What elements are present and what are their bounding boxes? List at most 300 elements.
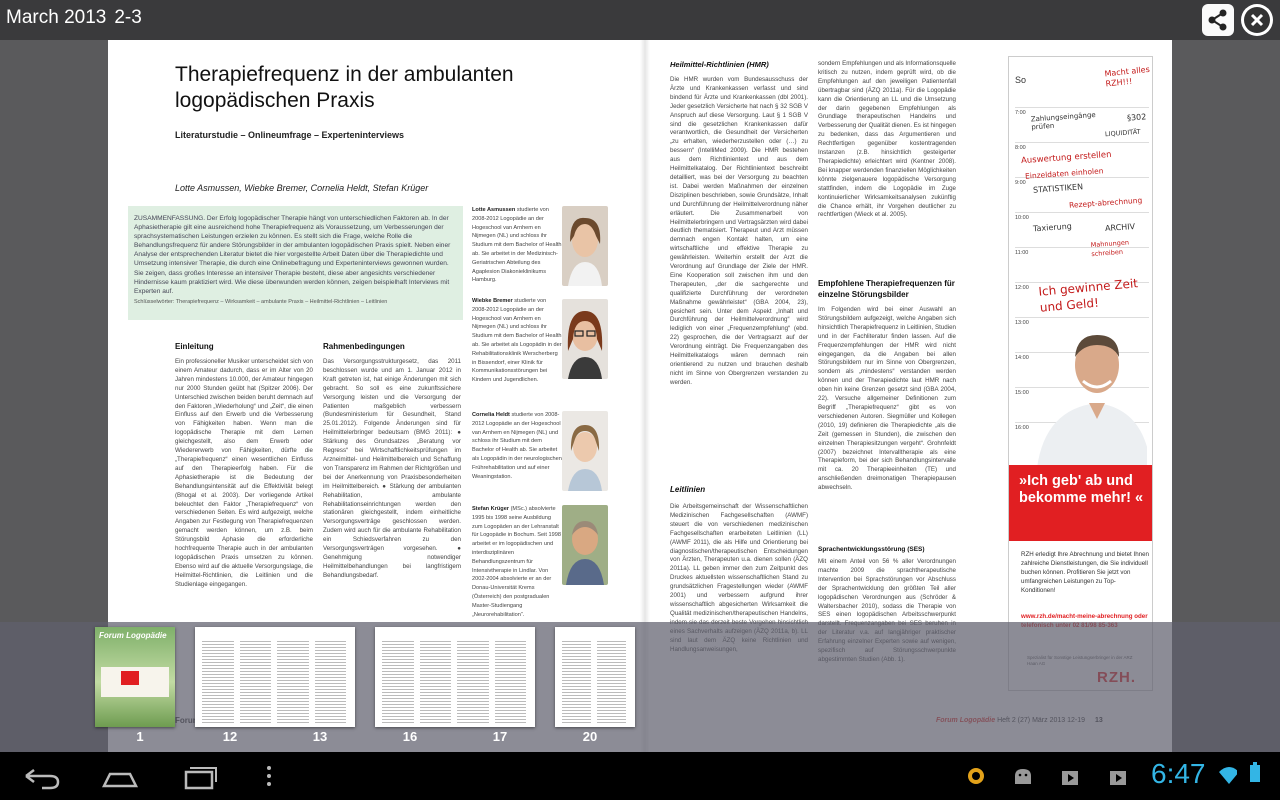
thumbnail-text-line — [202, 665, 234, 666]
thumbnail-text-line — [597, 668, 626, 669]
thumbnail-text-line — [382, 653, 414, 654]
thumbnail-text-line — [315, 680, 347, 681]
thumbnail-text-line — [202, 644, 234, 645]
battery-icon — [1248, 762, 1268, 782]
thumbnail-text-line — [382, 689, 414, 690]
thumbnail-text-line — [562, 659, 591, 660]
thumbnail-text-line — [315, 713, 347, 714]
thumbnail-text-line — [562, 680, 591, 681]
thumbnail-text-line — [495, 716, 527, 717]
thumbnail-text-line — [202, 677, 234, 678]
thumbnail-text-line — [562, 641, 591, 642]
thumbnail-text-line — [562, 689, 591, 690]
thumbnail-text-line — [420, 674, 452, 675]
thumbnail-text-line — [597, 689, 626, 690]
note-statistiken: STATISTIKEN — [1032, 182, 1084, 195]
thumbnail-text-line — [562, 722, 591, 723]
thumbnail-text-line — [457, 644, 489, 645]
thumbnail-text-line — [240, 686, 272, 687]
ad-link[interactable]: www.rzh.de/macht-meine-abrechnung oder — [1021, 613, 1148, 620]
thumbnail-text-line — [420, 710, 452, 711]
thumbnail-label-12: 12 — [222, 729, 238, 744]
thumbnail-text-line — [240, 704, 272, 705]
thumbnail-text-line — [202, 722, 234, 723]
thumbnail-text-line — [277, 653, 309, 654]
ad-hour-row: 9:00 — [1015, 177, 1149, 186]
thumbnail-text-line — [562, 695, 591, 696]
ad-hour-row: 14:00 — [1015, 352, 1149, 361]
thumbnail-text-line — [315, 719, 347, 720]
heading-leitlinien: Leitlinien — [670, 485, 706, 494]
heading-ses: Sprachentwicklungsstörung (SES) — [818, 546, 925, 553]
thumbnail-text-line — [382, 650, 414, 651]
thumbnail-text-line — [277, 671, 309, 672]
thumbnail-text-line — [562, 698, 591, 699]
thumbnail-text-line — [597, 719, 626, 720]
thumbnail-text-line — [202, 716, 234, 717]
close-button[interactable] — [1241, 4, 1273, 36]
thumbnail-text-line — [202, 662, 234, 663]
thumbnail-text-line — [495, 662, 527, 663]
thumbnail-text-line — [562, 692, 591, 693]
thumbnail-text-line — [562, 662, 591, 663]
bio-text: studierte von 2008-2012 Logopädie an der Hogeschool van Arnhem en Nijmegen (NL) und schloss ihr Studium mit dem Bachelor of Health ab. Sie arbeitet als Logopädin in der neurologischen Frührehabilitation und auf einer Weaningstation. — [472, 412, 562, 480]
thumbnail-text-line — [597, 656, 626, 657]
thumbnail-text-line — [495, 644, 527, 645]
thumbnail-text-line — [457, 680, 489, 681]
column-leitlinien: Die Arbeitsgemeinschaft der Wissenschaftlichen Medizinischen Fachgesellschaften (AWMF) steuert die von verschiedenen medizinischen Fachgesellschaften erarbeiteten Leitlinien (LL) (AWMF 2011), die als Hilfe und Orientierung bei diagnostischen/therapeutischen Entscheidungen von Ärzten, Therapeuten u.a. dienen sollen (ÄZQ 2011a). LL geben immer den zum Zeitpunkt des Druckes aktuellsten wissenschaftlichen Stand zu grundsätzlichen Fragestellungen wieder (AWMF 2001) und verbessern aufgrund ihrer wissenschaftlich abgesicherten Wirksamkeit die Qualität medizinischen/therapeutischen Handelns, — [670, 503, 808, 617]
thumbnail-text-line — [382, 716, 414, 717]
thumbnail-text-line — [382, 704, 414, 705]
thumbnail-text-line — [240, 677, 272, 678]
thumbnail-text-line — [457, 704, 489, 705]
thumbnail-text-line — [202, 683, 234, 684]
back-button[interactable] — [12, 758, 68, 794]
bio-name: Stefan Krüger — [472, 506, 509, 512]
thumbnail-text-line — [277, 716, 309, 717]
thumbnail-text-line — [597, 713, 626, 714]
thumbnail-text-line — [457, 650, 489, 651]
thumbnail-text-line — [277, 686, 309, 687]
thumbnail-text-line — [277, 662, 309, 663]
thumbnail-text-line — [597, 716, 626, 717]
thumbnail-text-line — [315, 650, 347, 651]
thumbnail-text-line — [495, 698, 527, 699]
thumbnail-text-line — [495, 668, 527, 669]
thumbnail-text-line — [277, 647, 309, 648]
column-hmr: Die HMR wurden vom Bundesausschuss der Ärzte und Krankenkassen verfasst und sind bindend für Ärzte und Krankenkassen (dbl 2001). Jeder gesetzlich Versicherte hat nach § 32 SGB V Anspruch auf diese Versorgung. Laut § 1 SGB V sind die gesetzlichen Krankenkassen dafür verantwortlich, die Gesundheit der Versicherten „zu erhalten, wiederherzustellen oder (…) zu bessern“ (IntelliMed 2009). Die HMR bestehen aus dem Richtlinientext und aus dem Heilmittelkatalog. Der Richtlinientext beschreibt detailliert, was bei der Versorgung zu beachten ist. Dabei werden Maßnahmen der einzelnen Disziplinen beschrieben, sowie Grundsätze, Inhalt und Durchführung der Heilmittelverordnung näher erläutert. Die Zusammenarbeit von Heilmittelerbringern und Vertragsärzten wird dabei deutlich thematisiert. Therapeut und Arzt müssen demnach engen Kontakt halten, um eine wirtschaftliche und effektive Therapie zu gewährleisten. Weiterhin erstellt der Arzt die Verordnung auf Grundlage der Ziele der HMR. Eine Kooperation soll zwischen ihm und den Therapeuten, „der die sachgerechte und qualifizierte Durchführung der verordneten Maßnahme gewährleistet“ (GBA 2004, 23), gesichert sein. Unter dem Aspekt „Inhalt und Durchführung der Heilmittelverordnung“ wird lediglich von einer „Frequenzempfehlung“ (ebd. 22) gesprochen, die der Vertragsarzt auf der Verordnung einträgt. Die Frequenzangaben des Heilmittelkatalogs wären demnach rein orientierend zu nutzen und brauchen deshalb nicht im Sinne von Obergrenzen verstanden zu werden. — [670, 76, 808, 386]
thumbnail-text-line — [420, 698, 452, 699]
thumbnail-text-line — [597, 662, 626, 663]
thumbnail-text-line — [420, 641, 452, 642]
author-photo-asmussen — [562, 206, 608, 286]
note-auswertung: Auswertung erstellen — [1020, 149, 1112, 167]
thumbnail-text-line — [457, 671, 489, 672]
thumbnail-text-line — [597, 680, 626, 681]
ad-copy: RZH erledigt Ihre Abrechnung und bietet Ihnen zahlreiche Dienstleistungen, die Sie individuell buchen können. Profitieren Sie jetzt von umfangreichen Leistungen zu Top-Konditionen! — [1021, 551, 1149, 594]
thumbnail-text-line — [382, 662, 414, 663]
thumbnail-page-1[interactable] — [95, 627, 175, 727]
thumbnail-text-line — [457, 710, 489, 711]
thumbnail-text-line — [240, 722, 272, 723]
thumbnail-text-line — [420, 665, 452, 666]
thumbnail-text-line — [420, 689, 452, 690]
thumbnail-text-line — [277, 677, 309, 678]
thumbnail-text-line — [495, 653, 527, 654]
thumbnail-text-line — [277, 680, 309, 681]
thumbnail-text-line — [202, 650, 234, 651]
status-clock[interactable]: 6:47 — [1151, 758, 1206, 789]
thumbnail-text-line — [597, 686, 626, 687]
thumbnail-text-line — [277, 704, 309, 705]
thumbnail-text-line — [562, 668, 591, 669]
thumbnail-text-line — [315, 653, 347, 654]
thumbnail-text-line — [420, 650, 452, 651]
thumbnail-text-line — [495, 671, 527, 672]
thumbnail-text-line — [562, 719, 591, 720]
heading-hmr: Heilmittel-Richtlinien (HMR) — [670, 60, 769, 69]
note-liquiditaet: LIQUIDITÄT — [1104, 127, 1141, 139]
thumbnail-text-line — [277, 698, 309, 699]
note-einzeldaten: Einzeldaten einholen — [1024, 166, 1104, 181]
thumbnail-text-line — [277, 665, 309, 666]
thumbnail-text-line — [240, 641, 272, 642]
thumbnail-text-line — [277, 656, 309, 657]
issue-date: March 2013 — [6, 7, 107, 28]
thumbnail-page-12[interactable] — [195, 627, 355, 727]
recent-apps-button[interactable] — [172, 758, 228, 794]
thumbnail-text-line — [382, 677, 414, 678]
thumbnail-text-line — [597, 671, 626, 672]
thumbnail-text-line — [457, 722, 489, 723]
thumbnail-text-line — [597, 692, 626, 693]
thumbnail-text-line — [457, 683, 489, 684]
thumbnail-text-line — [597, 707, 626, 708]
thumbnail-text-line — [315, 668, 347, 669]
article-authors: Lotte Asmussen, Wiebke Bremer, Cornelia Heldt, Stefan Krüger — [175, 183, 429, 193]
overflow-menu-button[interactable] — [254, 758, 284, 794]
bio-text: studierte von 2008-2012 Logopädie an der Hogeschool van Arnhem en Nijmegen (NL) und schloss ihr Studium mit dem Bachelor of Health ab. Sie arbeitet als Logopädin in der Rehabilitationsklinik Werscherberg in Bissendorf, einer Klinik für Kommunikationsstörungen bei Kindern und Jugendlichen. — [472, 298, 562, 384]
article-title — [175, 62, 555, 114]
thumbnail-text-line — [202, 653, 234, 654]
thumbnail-text-line — [315, 692, 347, 693]
thumbnail-text-line — [457, 701, 489, 702]
thumbnail-text-line — [240, 644, 272, 645]
thumbnail-text-line — [315, 659, 347, 660]
thumbnail-text-line — [240, 662, 272, 663]
thumbnail-text-line — [277, 710, 309, 711]
thumbnail-text-line — [315, 677, 347, 678]
thumbnail-text-line — [240, 647, 272, 648]
thumbnail-text-line — [382, 671, 414, 672]
thumbnail-text-line — [277, 683, 309, 684]
thumbnail-text-line — [420, 671, 452, 672]
ad-hour-row: 16:00 — [1015, 422, 1149, 431]
thumbnail-text-line — [420, 701, 452, 702]
ad-day-label: So — [1015, 75, 1027, 85]
thumbnail-text-line — [457, 698, 489, 699]
thumbnail-text-line — [495, 674, 527, 675]
thumbnail-text-line — [202, 656, 234, 657]
author-photo-heldt — [562, 411, 608, 491]
thumbnail-text-line — [240, 671, 272, 672]
thumbnail-text-line — [277, 668, 309, 669]
thumbnail-text-line — [277, 722, 309, 723]
thumbnail-text-line — [420, 692, 452, 693]
column-einleitung: Ein professioneller Musiker unterscheidet sich von einem Amateur dadurch, dass er im Alter von 20 Jahren mindestens 10.000, der Amateur hingegen nur 2000 Stunden geübt hat (Spitzer 2006). Der Unterschied zwischen beiden beruht demnach auf den Faktoren „Wiederholung“ und „Zeit“, die einen Einfluss auf den Erwerb und die Verbesserung von Fähigkeiten haben. Wenn man die logopädische Therapie mit dem Lernen gleichgestellt, also dem Erwerb oder Wiedererwerb von Fähigkeiten, dürfte die „Therapiefrequenz“ einen wesentlichen Einfluss auf den Therapieerfolg haben. Für die Aphasietherapie ist die Bedeutung der Behandlungsintensität auf die Effektivität belegt (Bhogal et al. 2003). Der vorliegende Artikel beleuchtet den Faktor „Therapiefrequenz“ von verschiedenen Seiten. Es wird aufgezeigt, welche Angaben zur Festlegung von Therapiefrequenzen gemacht werden können, um z.B. beim Störungsbild Aphasie die erforderliche hochfrequente Therapie auch in der ambulanten logopädischen Praxis umsetzen zu können. Ebenso wird auf die aktuelle Versorgungslage, die Heilmittel-Richtlinien, die Leitlinien und die Studienlage eingegangen. — [175, 358, 313, 588]
bio-bremer — [472, 297, 562, 397]
thumbnail-text-line — [277, 692, 309, 693]
ad-hour-row: 12:00 — [1015, 282, 1149, 291]
thumbnail-text-line — [420, 680, 452, 681]
thumbnail-text-line — [457, 692, 489, 693]
thumbnail-text-line — [457, 713, 489, 714]
thumbnail-text-line — [315, 695, 347, 696]
thumbnail-text-line — [382, 692, 414, 693]
thumbnail-text-line — [495, 680, 527, 681]
thumbnail-text-line — [457, 668, 489, 669]
thumbnail-text-line — [202, 686, 234, 687]
thumbnail-text-line — [495, 713, 527, 714]
thumbnail-text-line — [562, 674, 591, 675]
note-ich-gewinne: Ich gewinne Zeit und Geld! — [1037, 276, 1139, 315]
thumbnail-text-line — [420, 668, 452, 669]
thumbnail-text-line — [420, 677, 452, 678]
thumbnail-text-line — [202, 695, 234, 696]
thumbnail-text-line — [495, 647, 527, 648]
thumbnail-text-line — [315, 701, 347, 702]
heading-rahmenbedingungen: Rahmenbedingungen — [323, 342, 405, 351]
article-subtitle: Literaturstudie – Onlineumfrage – Experteninterviews — [175, 130, 405, 140]
thumbnail-text-line — [562, 707, 591, 708]
thumbnail-text-line — [495, 677, 527, 678]
thumbnail-text-line — [315, 707, 347, 708]
thumbnail-text-line — [597, 695, 626, 696]
thumbnail-text-line — [495, 695, 527, 696]
thumbnail-text-line — [457, 665, 489, 666]
thumbnail-text-line — [240, 674, 272, 675]
thumbnail-text-line — [315, 671, 347, 672]
thumbnail-text-line — [495, 704, 527, 705]
thumbnail-text-line — [420, 659, 452, 660]
thumbnail-text-line — [562, 647, 591, 648]
thumbnail-text-line — [277, 641, 309, 642]
thumbnail-text-line — [315, 689, 347, 690]
thumbnail-text-line — [240, 689, 272, 690]
thumbnail-text-line — [457, 653, 489, 654]
thumbnail-text-line — [382, 647, 414, 648]
thumbnail-text-line — [382, 707, 414, 708]
thumbnail-text-line — [382, 698, 414, 699]
thumbnail-text-line — [382, 659, 414, 660]
ad-hour-row: 8:00 — [1015, 142, 1149, 151]
thumbnail-text-line — [597, 659, 626, 660]
page-range: 2-3 — [114, 7, 142, 28]
thumbnail-text-line — [495, 641, 527, 642]
thumbnail-text-line — [495, 710, 527, 711]
note-archiv: ARCHIV — [1104, 221, 1136, 234]
thumbnail-page-16[interactable] — [375, 627, 535, 727]
thumbnail-text-line — [277, 644, 309, 645]
thumbnail-text-line — [420, 707, 452, 708]
abstract-box — [128, 206, 463, 320]
thumbnail-text-line — [420, 704, 452, 705]
top-bar — [0, 0, 1280, 40]
thumbnail-text-line — [382, 710, 414, 711]
thumbnail-text-line — [277, 713, 309, 714]
column-continuation: sondern Empfehlungen und als Informationsquelle kritisch zu nutzen, indem geprüft wird, ob die Empfehlungen auf den jeweiligen Patientenfall übertragbar sind (ÄZQ 2011a). Für die Logopädie kann die Orientierung an LL und die Umsetzung der darin gegebenen Empfehlungen als Grundlage therapeutischen Handelns und Verbesserung der Qualität dienen. Es ist hingegen zu bedenken, dass das Argumentieren und Rechtfertigen gegenüber kostentragenden Instanzen (z.B. hinsichtlich gesteigerter Therapiedichte) erleichtert wird (Kentner 2008). Bei knapper werdenden finanziellen Möglichkeiten könnte zielgenauere logopädische Versorgung stattfinden, indem die Logopädie im Zuge kontinuierlicher Wirksamkeitsanalysen zukünftig die Chance erhält, ihr Vorgehen deutlicher zu rechtfertigen (Wieck et al. 2005). — [818, 60, 956, 219]
thumbnail-text-line — [495, 719, 527, 720]
thumbnail-text-line — [562, 671, 591, 672]
thumbnail-text-line — [202, 680, 234, 681]
thumbnail-text-line — [420, 713, 452, 714]
thumbnail-text-line — [240, 695, 272, 696]
thumbnail-text-line — [202, 659, 234, 660]
thumbnail-text-line — [457, 686, 489, 687]
page-thumbnail-strip[interactable] — [0, 622, 1280, 752]
thumbnail-text-line — [315, 704, 347, 705]
thumbnail-text-line — [315, 710, 347, 711]
thumbnail-page-20[interactable] — [555, 627, 635, 727]
thumbnail-text-line — [457, 656, 489, 657]
bio-text: (MSc.) absolvierte 1995 bis 1998 seine Ausbildung zum Logopäden an der Lehranstalt für Logopädie in Bochum. Seit 1998 arbeitet er im logopädischen und interdisziplinären Behandlungszentrum für Intensivtherapie in Lindlar. Von 2002-2004 absolvierte er an der Donau-Universität Krems (Österreich) den postgradualen Master-Studiengang „Neurorehabilitation“. — [472, 506, 561, 618]
thumbnail-text-line — [420, 644, 452, 645]
home-button[interactable] — [92, 758, 148, 794]
thumbnail-text-line — [562, 710, 591, 711]
thumbnail-text-line — [597, 650, 626, 651]
wifi-icon — [1217, 764, 1237, 784]
thumbnail-text-line — [495, 659, 527, 660]
thumbnail-text-line — [457, 647, 489, 648]
bio-name: Wiebke Bremer — [472, 298, 513, 304]
thumbnail-text-line — [240, 710, 272, 711]
thumbnail-text-line — [457, 689, 489, 690]
keywords: Schlüsselwörter: Therapiefrequenz – Wirksamkeit – ambulante Praxis – Heilmittel-Richtlinien – Leitlinien — [134, 298, 388, 305]
thumbnail-text-line — [315, 641, 347, 642]
thumbnail-text-line — [240, 650, 272, 651]
notification-app-icon[interactable] — [966, 766, 986, 786]
thumbnail-text-line — [562, 665, 591, 666]
thumbnail-text-line — [420, 647, 452, 648]
thumbnail-text-line — [240, 707, 272, 708]
thumbnail-text-line — [315, 647, 347, 648]
thumbnail-text-line — [382, 680, 414, 681]
ad-man-photo — [1027, 323, 1147, 468]
thumbnail-text-line — [315, 716, 347, 717]
thumbnail-text-line — [202, 719, 234, 720]
thumbnail-text-line — [202, 668, 234, 669]
thumbnail-text-line — [315, 674, 347, 675]
thumbnail-text-line — [457, 695, 489, 696]
thumbnail-text-line — [597, 710, 626, 711]
thumbnail-label-16: 16 — [402, 729, 418, 744]
ad-hour-row: 10:00 — [1015, 212, 1149, 221]
thumbnail-text-line — [495, 701, 527, 702]
thumbnail-text-line — [597, 698, 626, 699]
recent-apps-icon — [172, 758, 228, 794]
thumbnail-text-line — [202, 692, 234, 693]
thumbnail-text-line — [382, 722, 414, 723]
thumbnail-text-line — [382, 656, 414, 657]
thumbnail-text-line — [382, 695, 414, 696]
thumbnail-text-line — [382, 701, 414, 702]
thumbnail-label-13: 13 — [312, 729, 328, 744]
thumbnail-text-line — [382, 719, 414, 720]
thumbnail-label-20: 20 — [582, 729, 598, 744]
thumbnail-text-line — [457, 674, 489, 675]
cover-title: Forum Logopädie — [99, 631, 167, 640]
android-debug-icon[interactable] — [1012, 766, 1032, 786]
thumbnail-text-line — [240, 698, 272, 699]
thumbnail-text-line — [420, 695, 452, 696]
ad-headline: »Ich geb' ab und bekomme mehr! « — [1009, 465, 1153, 541]
thumbnail-text-line — [202, 701, 234, 702]
thumbnail-text-line — [277, 695, 309, 696]
thumbnail-text-line — [277, 707, 309, 708]
thumbnail-text-line — [240, 719, 272, 720]
bio-name: Lotte Asmussen — [472, 207, 516, 213]
thumbnail-text-line — [562, 686, 591, 687]
thumbnail-text-line — [240, 665, 272, 666]
thumbnail-text-line — [240, 668, 272, 669]
thumbnail-text-line — [382, 674, 414, 675]
title-line-2: logopädischen Praxis — [175, 89, 375, 112]
thumbnail-text-line — [202, 641, 234, 642]
thumbnail-text-line — [495, 665, 527, 666]
thumbnail-text-line — [315, 644, 347, 645]
thumbnail-text-line — [597, 677, 626, 678]
note-zahlung: Zahlungseingänge prüfen — [1030, 110, 1096, 132]
thumbnail-text-line — [420, 716, 452, 717]
home-icon — [92, 758, 148, 794]
thumbnail-text-line — [202, 674, 234, 675]
thumbnail-text-line — [597, 701, 626, 702]
thumbnail-label-17: 17 — [492, 729, 508, 744]
thumbnail-text-line — [382, 641, 414, 642]
rzh-advert[interactable] — [1008, 56, 1153, 691]
thumbnail-text-line — [495, 722, 527, 723]
play-store-update-icon[interactable] — [1108, 766, 1128, 786]
play-store-icon[interactable] — [1060, 766, 1080, 786]
thumbnail-text-line — [202, 698, 234, 699]
note-302: §302 — [1126, 112, 1147, 123]
ad-hour-row: 7:00 — [1015, 107, 1149, 116]
thumbnail-text-line — [562, 713, 591, 714]
thumbnail-text-line — [597, 647, 626, 648]
thumbnail-text-line — [202, 713, 234, 714]
author-photo-bremer — [562, 299, 608, 379]
thumbnail-text-line — [202, 689, 234, 690]
title-line-1: Therapiefrequenz in der ambulanten — [175, 63, 514, 86]
thumbnail-text-line — [562, 644, 591, 645]
thumbnail-text-line — [420, 719, 452, 720]
note-mahnungen: Mahnungen schreiben — [1090, 238, 1130, 259]
share-button[interactable] — [1202, 4, 1234, 36]
issue-title — [6, 7, 142, 29]
thumbnail-text-line — [562, 704, 591, 705]
column-empfohlen: Im Folgenden wird bei einer Auswahl an Störungsbildern aufgezeigt, welche Angaben sich hinsichtlich Therapiefrequenz in Leitlinien, Studien und in der Fachliteratur finden lassen. Auf die Frequenzempfehlungen der HMR wird nicht eingegangen, da die Angaben bei allen Störungsbildern nur im Sinne von Obergrenzen, sondern als „mindestens“ verstanden werden können und der Therapiedichte laut HMR nach oben hin keine Grenzen gesetzt sind (GBA 2004, 22). Versuche allgemeiner Definitionen zum Begriff „Therapiefrequenz“ gibt es von verschiedenen Autoren. Siegmüller und Kollegen (2010, 19) definieren die Therapiedichte „als die Zeit (gemessen in Stunden), die zwischen den einzelnen Therapiesitzungen vergeht“. Grohnfeldt (2007) bezeichnet Intervalltherapie als eine Therapieform, bei der sich Behandlungsintervalle mit ca. 20 Therapieeinheiten (TE) und anschließenden dreimonatigen Therapiepausen abwechseln. — [818, 306, 956, 492]
ad-hour-row: 11:00 — [1015, 247, 1149, 256]
thumbnail-text-line — [597, 665, 626, 666]
thumbnail-text-line — [597, 674, 626, 675]
author-photo-krueger — [562, 505, 608, 585]
thumbnail-text-line — [562, 656, 591, 657]
thumbnail-text-line — [495, 689, 527, 690]
thumbnail-text-line — [562, 701, 591, 702]
thumbnail-text-line — [457, 659, 489, 660]
thumbnail-text-line — [457, 662, 489, 663]
thumbnail-text-line — [315, 683, 347, 684]
